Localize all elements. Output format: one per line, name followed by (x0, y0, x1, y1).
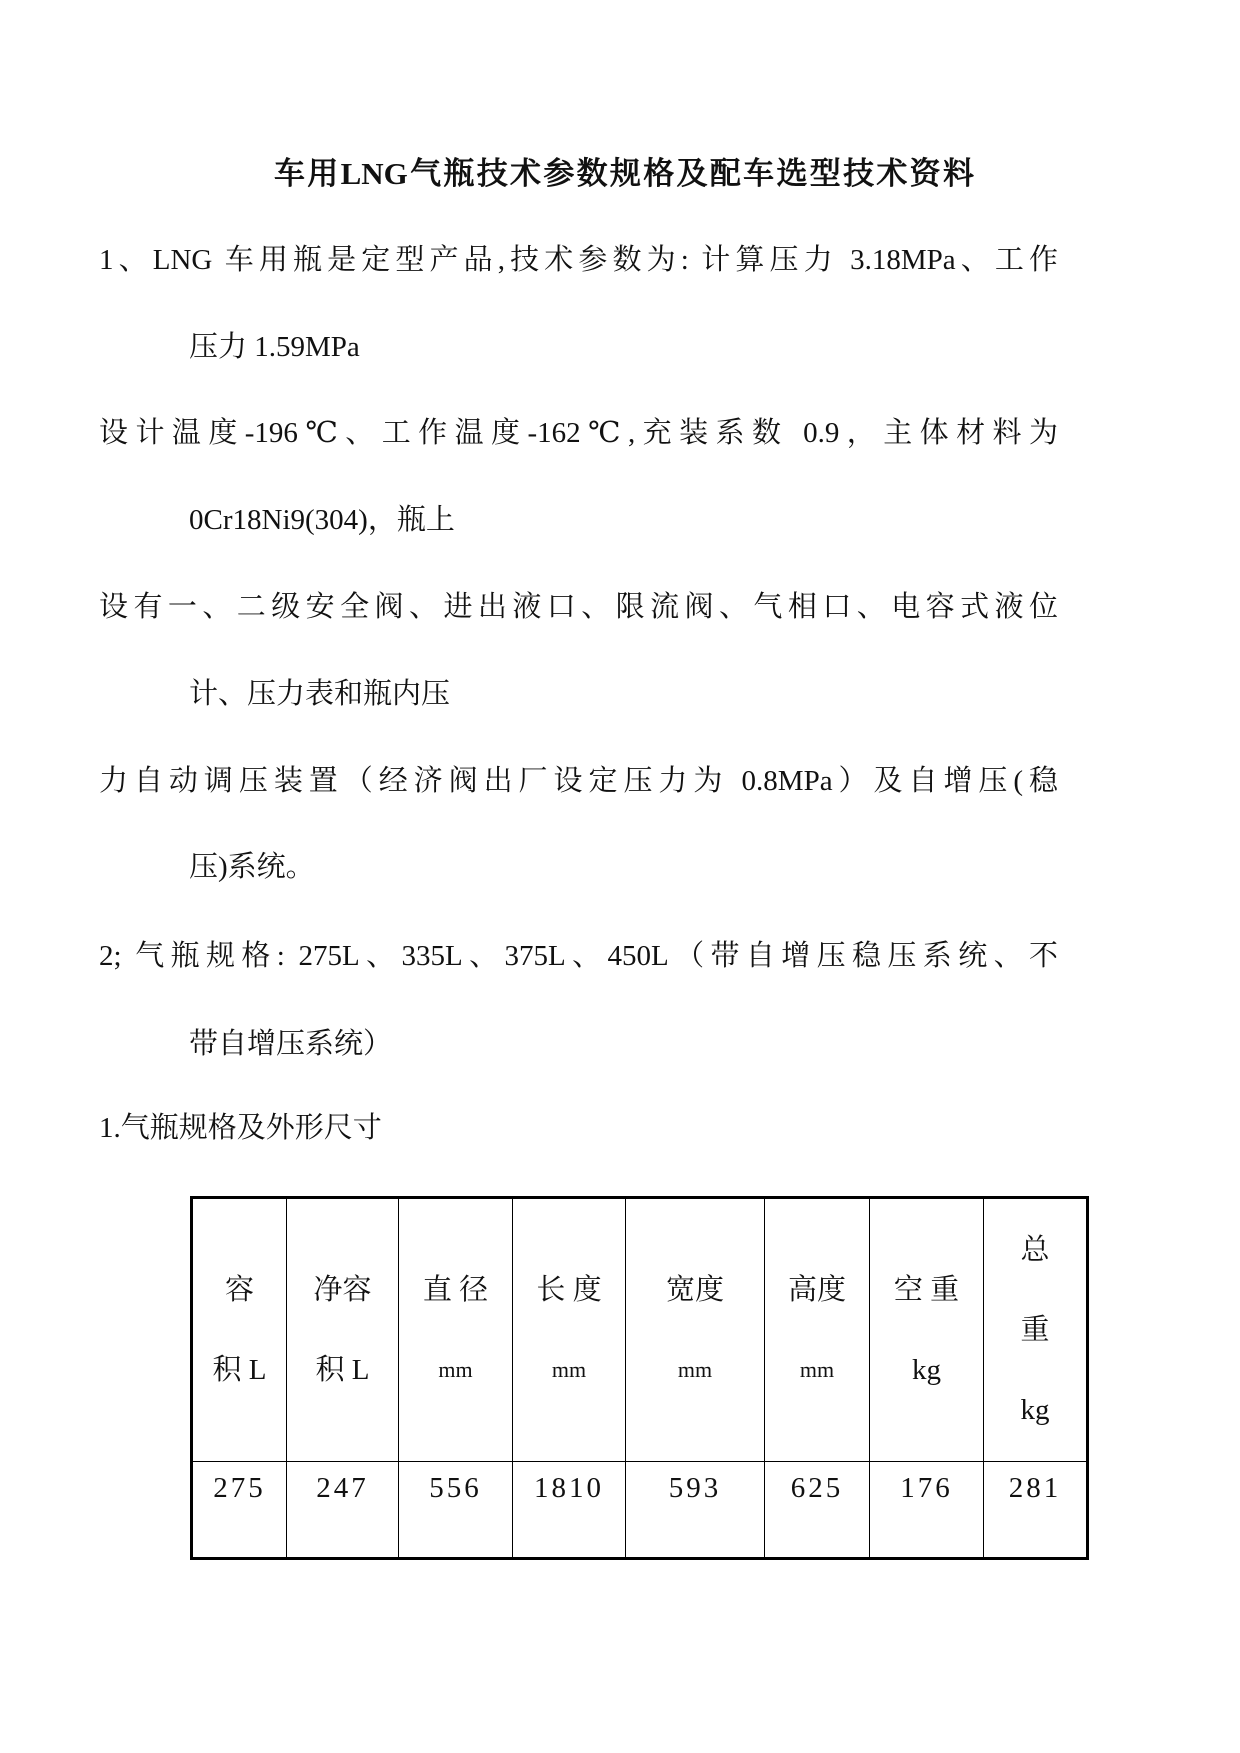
table-header-row (192, 1198, 1088, 1462)
header-text: 空 重 (893, 1274, 960, 1306)
paragraph-line: 1、LNG 车用瓶是定型产品,技术参数为: 计算压力 3.18MPa、工作 (99, 244, 1058, 276)
document-title: 车用LNG气瓶技术参数规格及配车选型技术资料 (274, 156, 974, 191)
header-text: 重 (1020, 1314, 1050, 1346)
section-heading: 1.气瓶规格及外形尺寸 (99, 1112, 382, 1144)
table-cell: 176 (870, 1462, 984, 1559)
header-text: 长 度 (536, 1274, 602, 1306)
header-height (765, 1198, 870, 1462)
header-empty-weight (870, 1198, 984, 1462)
table-cell: 625 (765, 1462, 870, 1559)
header-width (626, 1198, 765, 1462)
table-cell: 247 (287, 1462, 399, 1559)
header-text: 容 (224, 1274, 254, 1306)
paragraph-line: 2; 气瓶规格: 275L、335L、375L、450L（带自增压稳压系统、不 (99, 940, 1058, 972)
header-text: 宽度 (665, 1274, 724, 1306)
header-unit: kg (912, 1354, 941, 1386)
table-cell: 593 (626, 1462, 765, 1559)
header-unit: mm (438, 1357, 473, 1382)
header-unit: kg (1020, 1394, 1050, 1426)
paragraph-line: 压力 1.59MPa (189, 331, 360, 363)
table-cell: 556 (399, 1462, 513, 1559)
table-cell: 275 (192, 1462, 287, 1559)
table-cell: 281 (984, 1462, 1088, 1559)
table-cell: 1810 (513, 1462, 626, 1559)
header-length (513, 1198, 626, 1462)
paragraph-line: 0Cr18Ni9(304)，瓶上 (189, 504, 455, 536)
paragraph-line: 设计温度-196℃、工作温度-162℃,充装系数 0.9，主体材料为 (99, 417, 1058, 449)
paragraph-line: 力自动调压装置（经济阀出厂设定压力为 0.8MPa）及自增压(稳 (99, 765, 1058, 797)
header-text: 积 L (315, 1354, 370, 1386)
header-text: 直 径 (422, 1274, 489, 1306)
header-net-capacity (287, 1198, 399, 1462)
table-row (192, 1462, 1088, 1559)
header-unit: mm (677, 1357, 713, 1382)
header-unit: mm (551, 1357, 587, 1382)
paragraph-line: 计、压力表和瓶内压 (189, 678, 451, 710)
header-unit: mm (799, 1357, 835, 1382)
header-capacity (192, 1198, 287, 1462)
paragraph-line: 设有一、二级安全阀、进出液口、限流阀、气相口、电容式液位 (99, 591, 1058, 623)
header-text: 积 L (212, 1354, 267, 1386)
header-total-weight (984, 1198, 1088, 1462)
paragraph-line: 压)系统。 (189, 851, 315, 883)
header-text: 高度 (787, 1274, 846, 1306)
header-text: 总 (1020, 1234, 1050, 1266)
header-diameter (399, 1198, 513, 1462)
paragraph-line: 带自增压系统） (189, 1028, 393, 1060)
cylinder-spec-table (190, 1196, 1089, 1560)
header-text: 净容 (313, 1274, 372, 1306)
